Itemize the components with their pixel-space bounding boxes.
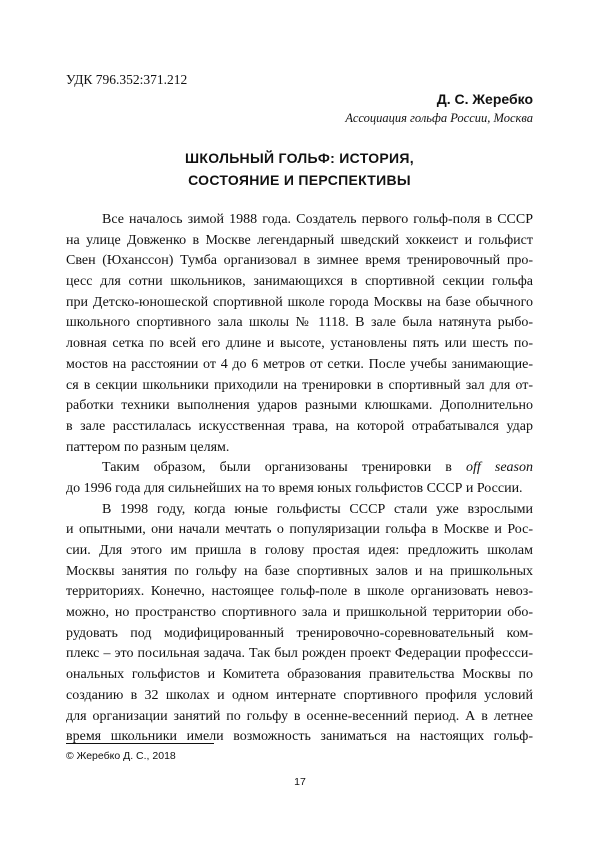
body-line: мостов на расстоянии от 4 до 6 метров от сетки. После учебы занимающие- — [66, 356, 533, 372]
body-line: время школьники имели возможность заниматься на настоящих гольф- — [66, 729, 533, 745]
article-body — [66, 210, 533, 748]
body-line: при Детско-юношеской спортивной школе города Москвы на базе обычного — [66, 294, 533, 310]
body-text-span: Таким образом, были организованы тренировки в — [102, 460, 467, 476]
body-line: ловная сетка по всей его длине и высоте, установлены пять или шесть по- — [66, 336, 533, 352]
body-line: школьного спортивного зала школы № 1118. В зале была натянута рыбо- — [66, 315, 533, 331]
body-line: работки техники выполнения ударов разными клюшками. Дополнительно — [66, 398, 533, 414]
udk-code: УДК 796.352:371.212 — [66, 72, 188, 87]
italic-term: off season — [466, 460, 534, 476]
body-line: для организации занятий по гольфу в осенне-весенний период. А в летнее — [66, 708, 533, 724]
body-line: Москвы занятия по гольфу на базе спортивных залов и на пришкольных — [66, 563, 533, 579]
body-line: Свен (Юханссон) Тумба организовал в зимнее время тренировочный про- — [66, 253, 533, 269]
body-line: в зале расстилалась искусственная трава, на которой отрабатывался удар — [66, 418, 533, 434]
body-line: ональных гольфистов и Комитета образования правительства Москвы по — [66, 667, 533, 683]
body-line: цесс для сотни школьников, занимающихся в спортивной секции гольфа — [66, 274, 533, 290]
body-line: территориях. Конечно, настоящее гольф-поле в школе организовать невоз- — [66, 584, 533, 600]
body-line — [66, 458, 533, 479]
page-number: 17 — [294, 776, 306, 788]
body-line: сии. Для этого им пришла в голову простая идея: предложить школам — [66, 543, 533, 558]
body-line: созданию в 32 школах и одном интернате спортивного профиля условий — [66, 687, 533, 703]
copyright-footnote: © Жеребко Д. С., 2018 — [66, 750, 176, 762]
body-line: рудовать под модифицированный тренировочно-соревновательный ком- — [66, 625, 533, 641]
author-name: Д. С. Жеребко — [436, 91, 533, 107]
author-affiliation: Ассоциация гольфа России, Москва — [345, 111, 533, 125]
body-line: ся в секции школьники приходили на тренировки в спортивный зал для от- — [66, 377, 533, 393]
body-line: можно, но пространство спортивного зала и пришкольной территории обо- — [66, 605, 533, 621]
footnote-rule — [66, 743, 214, 744]
article-title-line-2: СОСТОЯНИЕ И ПЕРСПЕКТИВЫ — [188, 172, 411, 188]
body-line: до 1996 года для сильнейших на то время юных гольфистов СССР и России. — [66, 480, 523, 496]
body-line: паттером по разным целям. — [66, 439, 230, 455]
body-line: плекс – это посильная задача. Так был рожден проект Федерации профессси- — [66, 646, 533, 662]
body-line: В 1998 году, когда юные гольфисты СССР стали уже взрослыми — [102, 501, 533, 517]
body-line: и опытными, они начали мечтать о популяризации гольфа в Москве и Рос- — [66, 522, 533, 538]
body-line: Все началось зимой 1988 года. Создатель первого гольф-поля в СССР — [102, 212, 533, 227]
body-line: на улице Довженко в Москве легендарный шведский хоккеист и гольфист — [66, 232, 533, 248]
article-title-line-1: ШКОЛЬНЫЙ ГОЛЬФ: ИСТОРИЯ, — [185, 150, 414, 166]
